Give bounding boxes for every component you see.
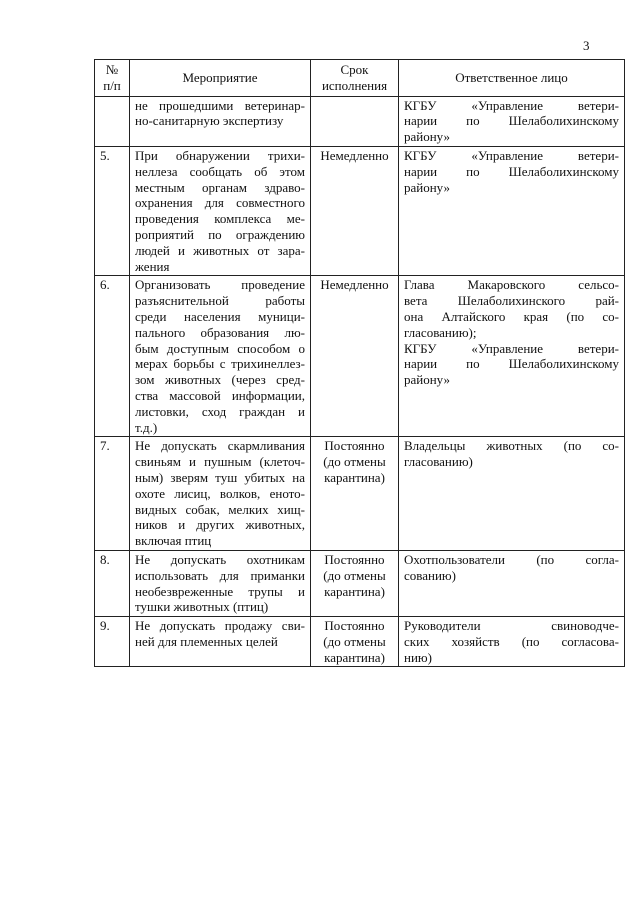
row-responsible	[399, 617, 625, 667]
table-row	[95, 146, 625, 275]
table-row	[95, 437, 625, 551]
event-line: ным) зверям туш убитых на	[135, 469, 305, 485]
responsible-line: Руководители свиноводче-	[404, 618, 619, 634]
row-responsible	[399, 96, 625, 146]
event-line: охоте лисиц, волков, еното-	[135, 485, 305, 501]
row-event	[130, 437, 311, 551]
event-line: листовки, сход граждан и	[135, 403, 305, 419]
responsible-line: вета Шелаболихинского рай-	[404, 293, 619, 309]
responsible-line: она Алтайского края (по со-	[404, 308, 619, 324]
measures-table	[94, 59, 625, 667]
row-number: 5.	[95, 146, 130, 275]
event-line: использовать для приманки	[135, 567, 305, 583]
responsible-line: району»	[404, 179, 451, 195]
event-line: Не допускать скармливания	[135, 438, 305, 454]
event-line: ства массовой информации,	[135, 387, 305, 403]
row-event	[130, 146, 311, 275]
event-line: тушки животных (птиц)	[135, 599, 269, 615]
row-responsible	[399, 146, 625, 275]
responsible-line: Охотпользователи (по согла-	[404, 551, 619, 567]
table-row	[95, 550, 625, 616]
row-event	[130, 96, 311, 146]
responsible-line: Владельцы животных (по со-	[404, 438, 619, 454]
responsible-line: нию)	[404, 649, 432, 665]
event-line: среди населения муници-	[135, 308, 305, 324]
responsible-line: гласованию)	[404, 454, 473, 470]
row-term: Постоянно (до отмены карантина)	[311, 617, 399, 667]
responsible-line: Глава Макаровского сельсо-	[404, 277, 619, 293]
event-line: Не допускать охотникам	[135, 551, 305, 567]
table-row	[95, 96, 625, 146]
event-line: но-санитарную экспертизу	[135, 113, 284, 129]
header-event: Мероприятие	[130, 60, 311, 97]
event-line: Не допускать продажу сви-	[135, 618, 305, 634]
event-line: мерах борьбы с трихинеллез-	[135, 356, 305, 372]
responsible-line: нарии по Шелаболихинскому	[404, 356, 619, 372]
responsible-line: гласованию);	[404, 324, 477, 340]
row-event	[130, 617, 311, 667]
row-event	[130, 550, 311, 616]
responsible-line: КГБУ «Управление ветери-	[404, 147, 619, 163]
page-number: 3	[583, 38, 590, 53]
event-line: Организовать проведение	[135, 277, 305, 293]
row-term	[311, 96, 399, 146]
responsible-line: району»	[404, 129, 451, 145]
row-number: 7.	[95, 437, 130, 551]
header-responsible: Ответственное лицо	[399, 60, 625, 97]
row-number	[95, 96, 130, 146]
event-line: зом животных (через сред-	[135, 372, 305, 388]
header-num: № п/п	[95, 60, 130, 97]
table-row	[95, 617, 625, 667]
responsible-line: КГБУ «Управление ветери-	[404, 340, 619, 356]
header-term: Срок исполнения	[311, 60, 399, 97]
event-line: пального образования лю-	[135, 324, 305, 340]
responsible-line: ских хозяйств (по согласова-	[404, 633, 619, 649]
event-line: видных собак, мелких хищ-	[135, 501, 305, 517]
row-responsible	[399, 276, 625, 437]
row-responsible	[399, 437, 625, 551]
row-term: Постоянно (до отмены карантина)	[311, 437, 399, 551]
event-line: неллеза сообщать об этом	[135, 163, 305, 179]
table-header-row	[95, 60, 625, 97]
event-line: местным органам здраво-	[135, 179, 305, 195]
event-line: проведения комплекса ме-	[135, 211, 305, 227]
responsible-line: нарии по Шелаболихинскому	[404, 163, 619, 179]
row-term: Немедленно	[311, 276, 399, 437]
responsible-line: району»	[404, 372, 451, 388]
event-line: ней для племенных целей	[135, 633, 278, 649]
event-line: жения	[135, 258, 170, 274]
event-line: При обнаружении трихи-	[135, 147, 305, 163]
event-line: т.д.)	[135, 419, 158, 435]
event-line: разъяснительной работы	[135, 293, 305, 309]
responsible-line: нарии по Шелаболихинскому	[404, 113, 619, 129]
event-line: свиньям и пушным (клеточ-	[135, 454, 305, 470]
event-line: охранения для совместного	[135, 195, 305, 211]
event-line: ников и других животных,	[135, 517, 305, 533]
event-line: необезвреженные трупы и	[135, 583, 305, 599]
event-line: включая птиц	[135, 533, 212, 549]
row-event	[130, 276, 311, 437]
event-line: людей и животных от зара-	[135, 242, 305, 258]
row-responsible	[399, 550, 625, 616]
row-number: 8.	[95, 550, 130, 616]
event-line: роприятий по ограждению	[135, 226, 305, 242]
row-term: Немедленно	[311, 146, 399, 275]
row-number: 9.	[95, 617, 130, 667]
event-line: не прошедшими ветеринар-	[135, 97, 305, 113]
table-row	[95, 276, 625, 437]
event-line: бым доступным способом о	[135, 340, 305, 356]
responsible-line: сованию)	[404, 567, 456, 583]
row-number: 6.	[95, 276, 130, 437]
responsible-line: КГБУ «Управление ветери-	[404, 97, 619, 113]
row-term: Постоянно (до отмены карантина)	[311, 550, 399, 616]
